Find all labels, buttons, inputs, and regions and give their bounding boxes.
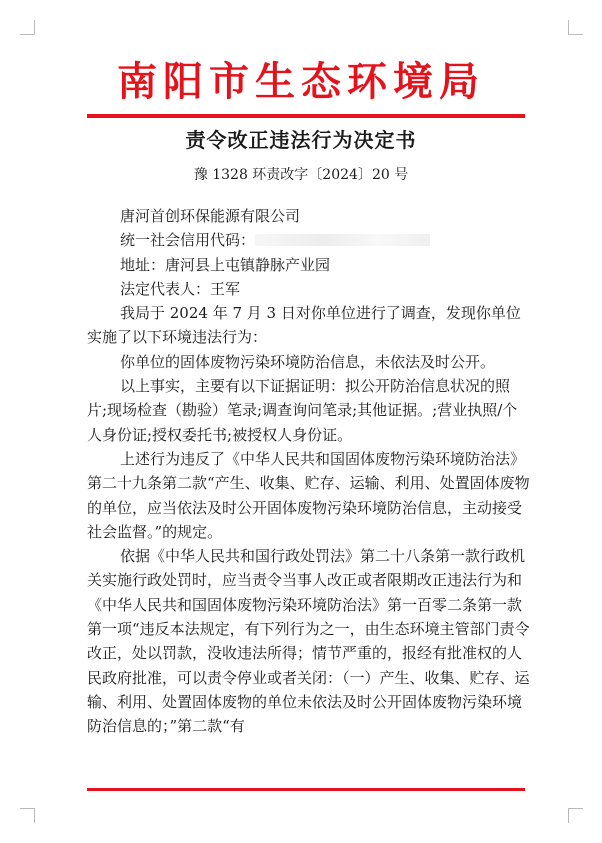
page-corner-mark	[568, 808, 583, 823]
document-number: 豫 1328 环责改字〔2024〕20 号	[193, 167, 409, 183]
document-body	[87, 204, 530, 739]
redacted-credit-code	[255, 234, 430, 246]
evidence-paragraph: 以上事实，主要有以下证据证明：拟公开防治信息状况的照片;现场检查（勘验）笔录;调查询问笔录;其他证据。;营业执照/个人身份证;授权委托书;被授权人身份证。	[87, 377, 518, 444]
issuing-authority-heading: 南阳市生态环境局	[117, 58, 485, 105]
credit-code-line	[87, 228, 530, 252]
red-footer-rule	[87, 788, 525, 791]
legal-basis-paragraph: 依据《中华人民共和国行政处罚法》第二十八条第一款行政机关实施行政处罚时，应当责令当事人改正或者限期改正违法行为和《中华人民共和国固体废物污染环境防治法》第一百零二条第一款第一项“违反本法规定，有下列行为之一，由生态环境主管部门责令改正，处以罚款，没收违法所得；情节严重的，报经有批准权的人民政府批准，可以责令停业或者关闭：（一）产生、收集、贮存、运输、利用、处置固体废物的单位未依法及时公开固体废物污染环境防治信息的；”第二款“有	[87, 547, 530, 736]
page-corner-mark	[20, 20, 35, 35]
violated-law-paragraph: 上述行为违反了《中华人民共和国固体废物污染环境防治法》第二十九条第二款“产生、收集、贮存、运输、利用、处置固体废物的单位，应当依法及时公开固体废物污染环境防治信息，主动接受社会监督。”的规定。	[87, 449, 530, 541]
violation-fact-paragraph: 你单位的固体废物污染环境防治信息，未依法及时公开。	[120, 352, 496, 371]
red-header-rule	[87, 114, 525, 118]
page-corner-mark	[568, 20, 583, 35]
recipient-company: 唐河首创环保能源有限公司	[120, 207, 301, 225]
recipient-address: 地址：唐河县上屯镇静脉产业园	[120, 255, 331, 274]
credit-code-label: 统一社会信用代码：	[120, 231, 256, 250]
legal-representative: 法定代表人：王军	[120, 279, 241, 298]
page-corner-mark	[20, 808, 35, 823]
investigation-paragraph: 我局于 2024 年 7 月 3 日对你单位进行了调查，发现你单位实施了以下环境违法行为：	[87, 304, 521, 347]
document-title: 责令改正违法行为决定书	[185, 128, 417, 152]
